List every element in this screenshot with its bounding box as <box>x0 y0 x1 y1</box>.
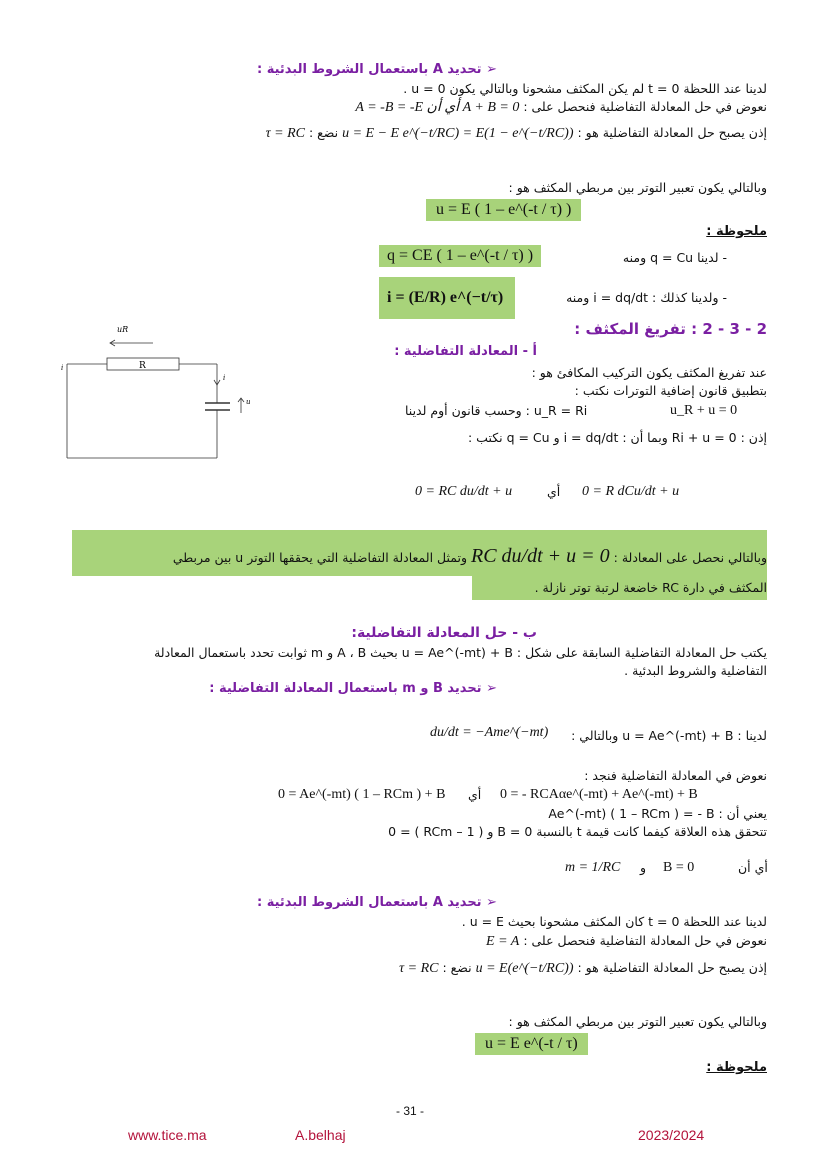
resistor-label: R <box>139 361 146 371</box>
text-line: - ولدينا كذلك : i = dq/dt ومنه <box>566 290 727 305</box>
text-line: أي <box>547 484 561 499</box>
equation: B = 0 <box>663 860 695 875</box>
heading-determine-A: ➢ تحديد A باستعمال الشروط البدئية : <box>256 62 497 77</box>
text-line: لدينا عند اللحظة 0 = t كان المكثف مشحونا بحيث u = E . <box>461 914 767 929</box>
text-line: يعني أن : Ae^(-mt) ( 1 – RCm ) = - B <box>548 806 767 821</box>
heading-determine-A-2: ➢ تحديد A باستعمال الشروط البدئية : <box>256 895 497 910</box>
result-box: i = (E/R) e^(−t/τ) <box>379 277 515 319</box>
text-line: إذن يصبح حل المعادلة التفاضلية هو : u = E − E e^(−t/RC) = E(1 − e^(−t/RC)) نضع : τ = RC <box>265 125 767 141</box>
text-line: إذن يصبح حل المعادلة التفاضلية هو : u = E(e^(−t/RC)) نضع : τ = RC <box>399 960 767 976</box>
text-line: وبالتالي يكون تعبير التوتر بين مربطي المكثف هو : <box>508 180 767 195</box>
text-line: أي <box>468 787 482 802</box>
result-box: u = E e^(-t / τ) <box>475 1033 588 1055</box>
equation: m = 1/RC <box>565 860 621 875</box>
text-line: وبالتالي يكون تعبير التوتر بين مربطي المكثف هو : <box>508 1014 767 1029</box>
page-number: - 31 - <box>396 1104 425 1118</box>
text-line: بتطبيق قانون إضافية التوترات نكتب : <box>574 383 767 398</box>
uR-label: uR <box>117 325 129 334</box>
equation: u = E(e^(−t/RC)) <box>475 961 574 976</box>
heading-determine-B-m: ➢ تحديد B و m باستعمال المعادلة التفاضلية : <box>209 681 497 696</box>
text-line: وبالتالي نحصل على المعادلة : RC du/dt + u = 0 وتمثل المعادلة التفاضلية التي يحققها التوتر u بين مربطي <box>172 545 767 567</box>
voltage-label-u: u <box>246 398 251 406</box>
equation: 0 = R dCu/dt + u <box>582 484 680 499</box>
differential-equation: RC du/dt + u = 0 <box>471 545 610 567</box>
equation: 0 = - RCAαe^(-mt) + Ae^(-mt) + B <box>500 787 698 802</box>
text-line: - لدينا q = Cu ومنه <box>622 250 727 265</box>
note-title: ملحوظة : <box>706 224 767 239</box>
footer-site: www.tice.ma <box>128 1127 207 1143</box>
equation: 0 = Ae^(-mt) ( 1 – RCm ) + B <box>278 787 446 802</box>
text-line: إذن : 0 = Ri + u وبما أن : i = dq/dt و q = Cu نكتب : <box>467 430 767 445</box>
equation: u_R + u = 0 <box>670 403 738 418</box>
text-line: نعوض في حل المعادلة التفاضلية فنحصل على : E = A <box>486 933 767 949</box>
equation: u = E − E e^(−t/RC) = E(1 − e^(−t/RC)) <box>342 126 574 141</box>
section-title: 2 - 3 - 2 : تفريغ المكثف : <box>574 320 767 338</box>
text-line: عند تفريغ المكثف يكون التركيب المكافئ هو : <box>531 365 767 380</box>
equation: 0 = RC du/dt + u <box>415 484 513 499</box>
result-box: q = CE ( 1 – e^(-t / τ) ) <box>379 245 541 267</box>
text-line: وحسب قانون أوم لدينا : u_R = Ri <box>405 403 588 418</box>
note-title: ملحوظة : <box>706 1060 767 1075</box>
footer-author: A.belhaj <box>295 1127 346 1143</box>
subsection-title: أ - المعادلة التفاضلية : <box>394 344 537 359</box>
subsection-title: ب - حل المعادلة التفاضلية: <box>351 625 537 641</box>
text-line: يكتب حل المعادلة التفاضلية السابقة على شكل : u = Ae^(-mt) + B بحيث A ، B و m ثوابت تحدد باستعمال المعادلة <box>154 645 767 660</box>
text-line: التفاضلية والشروط البدئية . <box>624 663 767 678</box>
text-line: لدينا عند اللحظة 0 = t لم يكن المكثف مشحونا وبالتالي يكون 0 = u . <box>403 81 767 96</box>
text-line: نعوض في المعادلة التفاضلية فنجد : <box>584 768 767 783</box>
text-line: تتحقق هذه العلاقة كيفما كانت قيمة t بالنسبة B = 0 و ( 1 – RCm ) = 0 <box>388 824 767 839</box>
current-label-right: i <box>223 374 226 382</box>
result-box: u = E ( 1 – e^(-t / τ) ) <box>426 199 581 221</box>
text-line: لدينا : u = Ae^(-mt) + B وبالتالي : <box>571 728 767 743</box>
text-line: نعوض في حل المعادلة التفاضلية فنحصل على : 0 = A + B أي أن A = -B = -E <box>355 99 767 115</box>
text-line: و <box>640 860 647 875</box>
current-label-left: i <box>61 364 64 372</box>
equation: du/dt = −Ame^(−mt) <box>430 725 549 740</box>
footer-year: 2023/2024 <box>638 1127 705 1143</box>
rc-discharge-circuit-diagram <box>55 318 270 468</box>
text-line: أي أن <box>738 860 768 875</box>
text-line: المكثف في دارة RC خاضعة لرتبة توتر نازلة . <box>534 580 767 595</box>
